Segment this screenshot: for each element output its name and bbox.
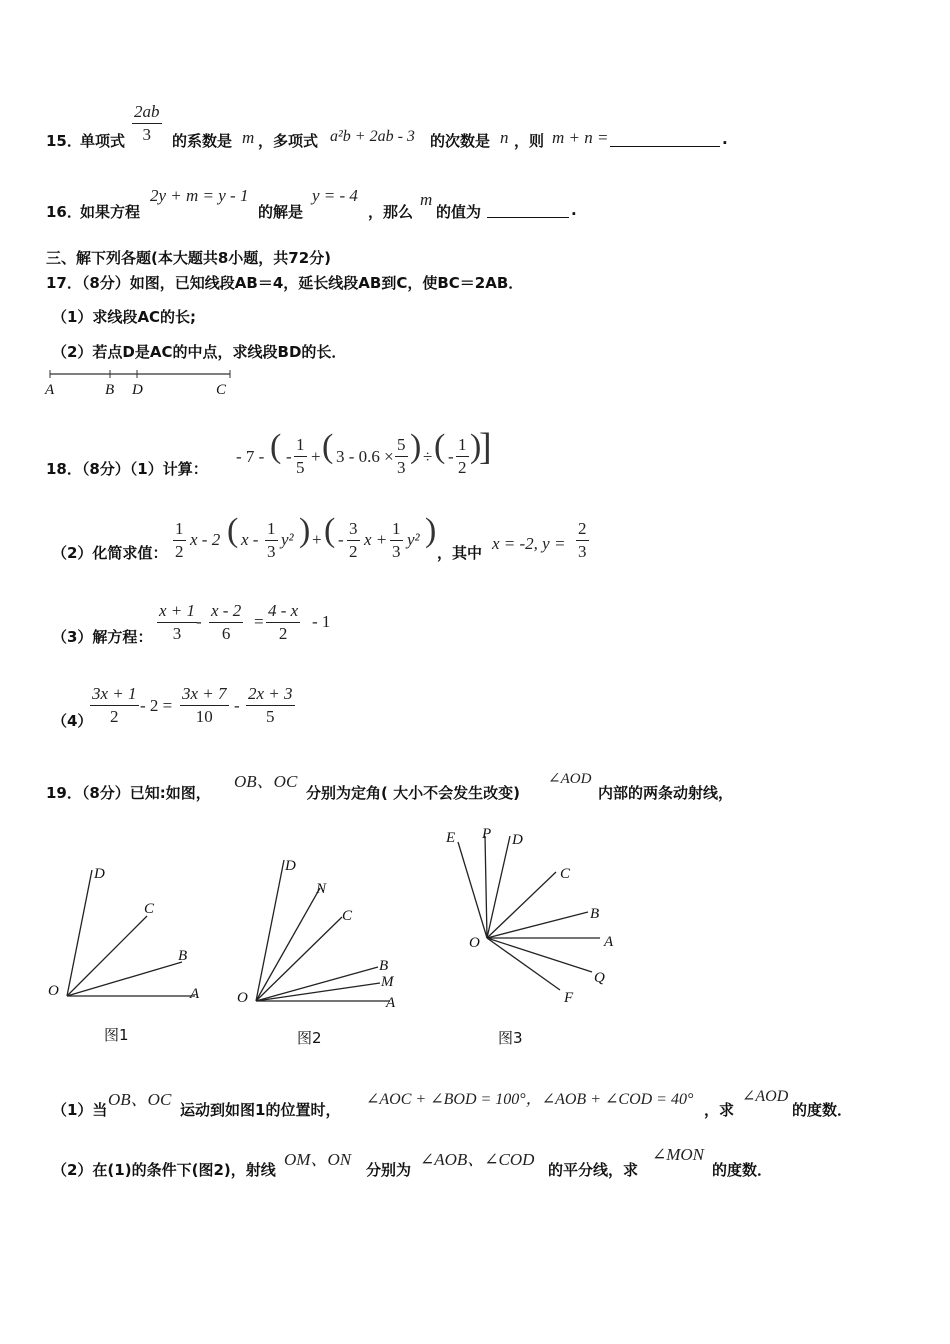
q19-part2-angles: ∠AOB、∠COD: [420, 1150, 535, 1169]
q19-stem: 19．（8分）已知:如图，: [46, 784, 211, 802]
q16-text: 的值为: [436, 203, 482, 221]
label-d: D: [94, 866, 105, 882]
denominator: 3: [172, 624, 182, 643]
q18-p2-frac: [173, 519, 186, 562]
q18-p4-frac: [180, 684, 229, 727]
ray-ob: [487, 912, 588, 938]
q18-p3-frac: [209, 601, 243, 644]
figure-1: [40, 858, 210, 1008]
q19-part1: （1）当: [52, 1101, 108, 1119]
q18-p4-frac: [246, 684, 295, 727]
q18-p4-expr: -: [234, 696, 240, 715]
label-d: D: [512, 832, 523, 848]
label-o: O: [469, 935, 480, 951]
denominator: 3: [397, 458, 406, 477]
label-a: A: [190, 986, 200, 1002]
q18-p2-values: x = -2, y =: [492, 534, 566, 553]
denominator: 2: [458, 458, 467, 477]
label-c: C: [342, 908, 353, 924]
label-o: O: [237, 990, 248, 1006]
q18-part3-label: （3）解方程：: [52, 628, 153, 646]
q18-expr: 3 - 0.6 ×: [336, 447, 394, 466]
q18-expr: -: [448, 447, 454, 466]
ray-od: [256, 860, 284, 1001]
q18-p2-expr: -: [338, 530, 344, 549]
label-a: A: [45, 382, 55, 398]
numerator: x - 2: [209, 601, 243, 623]
q15-text: ，则: [514, 132, 545, 150]
figure-3-caption: 图3: [498, 1029, 523, 1047]
q17-stem: 17．（8分）如图，已知线段AB＝4，延长线段AB到C，使BC＝2AB．: [46, 274, 524, 292]
numerator: 1: [390, 519, 403, 541]
numerator: 3: [347, 519, 360, 541]
q18-p2-expr: x -: [241, 530, 259, 549]
q15-end: .: [722, 130, 728, 148]
q16-text: ，那么: [368, 203, 414, 221]
denominator: 2: [278, 624, 288, 643]
q17-part1: （1）求线段AC的长;: [52, 308, 197, 326]
ray-of: [487, 938, 560, 990]
numerator: 2: [576, 519, 589, 541]
label-c: C: [144, 901, 155, 917]
denominator: 2: [110, 707, 119, 726]
q18-expr: - 7 -: [236, 447, 265, 466]
paren: (: [227, 512, 239, 549]
q16-end: .: [571, 201, 577, 219]
q15-polynomial: a²b + 2ab - 3: [330, 128, 415, 145]
label-n: N: [316, 881, 327, 897]
q19-part1-rays: OB、OC: [108, 1090, 172, 1109]
denominator: 3: [392, 542, 401, 561]
q18-p3-frac: [157, 601, 197, 644]
q18-p2-expr: x +: [364, 530, 388, 549]
q18-p2-expr: x - 2: [190, 530, 221, 549]
ray-oq: [487, 938, 592, 972]
figure-1-caption: 图1: [104, 1026, 129, 1044]
q16-text: 如果方程: [80, 203, 141, 221]
figure-2-caption: 图2: [297, 1029, 322, 1047]
denominator: 6: [221, 624, 231, 643]
numerator: 1: [173, 519, 186, 541]
q18-p3-expr: =: [254, 612, 264, 631]
denominator: 3: [267, 542, 276, 561]
q19-part2: 的度数．: [712, 1161, 773, 1179]
q15-text: ，多项式: [258, 132, 319, 150]
q18-p2-expr: y²: [281, 530, 294, 549]
figure-2: [232, 850, 412, 1015]
q18-frac3: [456, 435, 469, 478]
label-f: F: [564, 990, 574, 1006]
q19-part2: 的平分线，求: [548, 1161, 639, 1179]
denominator: 5: [296, 458, 305, 477]
q19-part2: 分别为: [366, 1161, 412, 1179]
label-b: B: [178, 948, 188, 964]
denominator: 2: [349, 542, 358, 561]
paren: ): [470, 428, 482, 465]
denominator: 3: [578, 542, 587, 561]
q15-var-n: n: [500, 128, 509, 147]
paren: ): [299, 512, 311, 549]
q19-part2: （2）在(1)的条件下(图2)，射线: [52, 1161, 276, 1179]
q15-text: 单项式: [80, 132, 126, 150]
label-c: C: [216, 382, 227, 398]
ray-on: [256, 888, 320, 1001]
q18-expr: +: [311, 447, 321, 466]
paren: (: [324, 512, 336, 549]
figure-3: [440, 822, 625, 1012]
numerator: 1: [456, 435, 469, 457]
q19-part1: 的度数．: [792, 1101, 853, 1119]
q18-p3-frac: [266, 601, 300, 644]
q18-p2-frac: [265, 519, 278, 562]
label-c: C: [560, 866, 571, 882]
label-p: P: [482, 826, 492, 842]
q18-p2-expr: +: [312, 530, 322, 549]
q15-fraction: [132, 102, 162, 145]
q15-text: 的系数是: [172, 132, 233, 150]
numerator: 1: [294, 435, 307, 457]
q18-part2-label: （2）化简求值：: [52, 544, 168, 562]
numerator: 3x + 1: [90, 684, 139, 706]
numerator: 3x + 7: [180, 684, 229, 706]
q18-p2-frac: [347, 519, 360, 562]
ray-om: [256, 983, 380, 1001]
q18-p2-frac: [390, 519, 403, 562]
ray-oc: [487, 872, 556, 938]
q18-frac2: [395, 435, 408, 478]
answer-blank[interactable]: [610, 145, 720, 147]
q19-part1-angle: ∠AOD: [742, 1088, 789, 1105]
paren: ): [410, 428, 422, 465]
denominator: 10: [195, 707, 213, 726]
label-b: B: [379, 958, 389, 974]
numerator: 2x + 3: [246, 684, 295, 706]
q18-stem: 18．（8分）（1）计算：: [46, 460, 208, 478]
q17-part2: （2）若点D是AC的中点，求线段BD的长．: [52, 343, 347, 361]
label-q: Q: [594, 970, 605, 986]
label-d: D: [132, 382, 143, 398]
label-o: O: [48, 983, 59, 999]
q18-p2-where: ，其中: [437, 544, 483, 562]
q19-part1: 运动到如图1的位置时，: [180, 1101, 341, 1119]
q19-part2-rays: OM、ON: [284, 1150, 352, 1169]
label-a: A: [604, 934, 614, 950]
q16-solution: y = - 4: [312, 186, 358, 205]
q18-expr: ÷: [423, 447, 433, 466]
q18-p4-expr: - 2 =: [140, 696, 173, 715]
q18-p2-expr: y²: [407, 530, 420, 549]
q15-expression: m + n =: [552, 128, 609, 147]
label-b: B: [105, 382, 115, 398]
numerator: x + 1: [157, 601, 197, 623]
denominator: 2: [175, 542, 184, 561]
label-d: D: [285, 858, 296, 874]
paren: (: [322, 428, 334, 465]
q18-p3-expr: -: [196, 612, 202, 631]
ray-op: [485, 836, 487, 938]
q19-rays: OB、OC: [234, 772, 298, 791]
q16-var-m: m: [420, 190, 433, 209]
q19-part1-condition: ∠AOC + ∠BOD = 100°，∠AOB + ∠COD = 40°: [366, 1091, 694, 1108]
ray-od: [67, 870, 92, 996]
numerator: 1: [265, 519, 278, 541]
ray-oe: [458, 842, 487, 938]
numerator: 4 - x: [266, 601, 300, 623]
label-e: E: [446, 830, 456, 846]
paren: ): [425, 512, 437, 549]
q16-number: 16．: [46, 203, 82, 221]
q16-text: 的解是: [258, 203, 304, 221]
label-a: A: [386, 995, 396, 1011]
q15-number: 15．: [46, 132, 82, 150]
q18-p3-expr: - 1: [312, 612, 331, 631]
q15-text: 的次数是: [430, 132, 491, 150]
bracket: ]: [479, 426, 492, 468]
q15-fraction-denominator: 3: [142, 125, 151, 144]
q18-expr: -: [286, 447, 292, 466]
q16-equation: 2y + m = y - 1: [150, 186, 249, 205]
answer-blank[interactable]: [487, 216, 569, 218]
numerator: 5: [395, 435, 408, 457]
q19-part1: ，求: [704, 1101, 735, 1119]
q15-var-m: m: [242, 128, 255, 147]
q15-fraction-numerator: 2ab: [132, 102, 162, 124]
q18-frac1: [294, 435, 307, 478]
denominator: 5: [266, 707, 275, 726]
q19-part2-angle: ∠MON: [652, 1145, 705, 1164]
q18-p2-frac: [576, 519, 589, 562]
q18-part4-label: （4）: [52, 712, 93, 730]
paren: (: [434, 428, 446, 465]
label-m: M: [381, 974, 394, 990]
q19-stem: 分别为定角( 大小不会发生改变): [306, 784, 520, 802]
section-heading: 三、解下列各题(本大题共8小题，共72分): [46, 249, 332, 267]
q19-stem: 内部的两条动射线，: [598, 784, 734, 802]
ray-od: [487, 836, 510, 938]
paren: (: [270, 428, 282, 465]
q18-p4-frac: [90, 684, 139, 727]
q19-angle: ∠AOD: [548, 771, 592, 787]
label-b: B: [590, 906, 600, 922]
q17-segment-diagram: [40, 366, 240, 402]
